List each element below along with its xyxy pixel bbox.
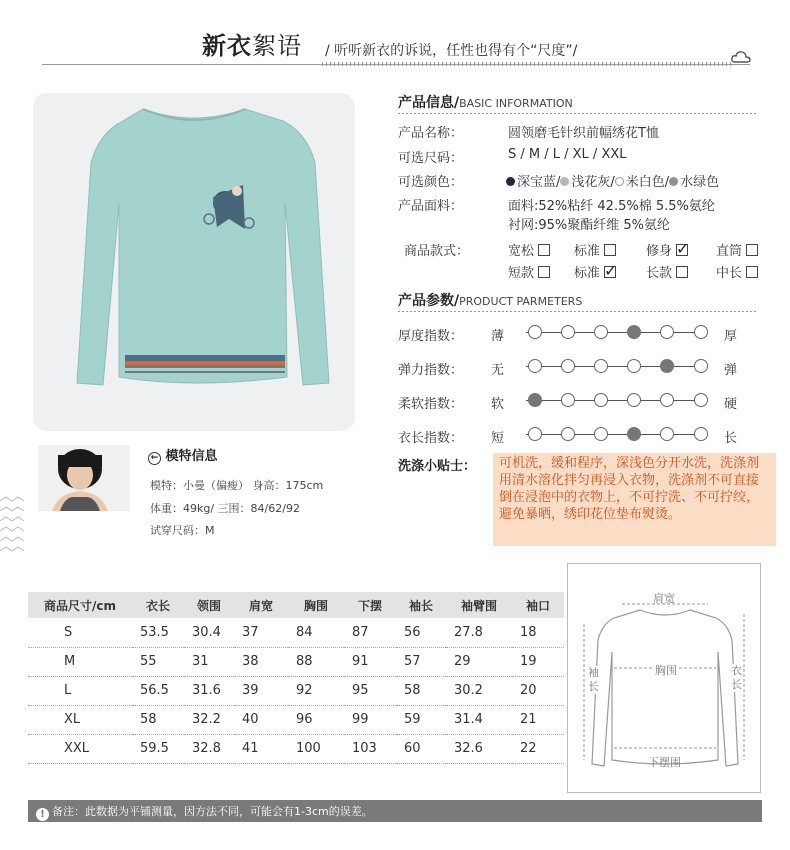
- params-title-en: PRODUCT PARMETERS: [459, 295, 583, 308]
- measure-cell: 31: [184, 647, 234, 676]
- scale-node[interactable]: [561, 325, 575, 339]
- table-row: [28, 705, 564, 734]
- title-bold: 新衣: [202, 31, 252, 60]
- note-bar: [28, 800, 762, 822]
- model-title: 模特信息: [165, 449, 218, 464]
- scale-node[interactable]: [694, 427, 708, 441]
- model-line-3: 试穿尺码：M: [150, 524, 215, 537]
- style-option[interactable]: [574, 262, 616, 281]
- params-title: 产品参数/: [398, 293, 460, 309]
- measure-cell: 59: [396, 705, 446, 734]
- measure-cell: 32.6: [446, 734, 512, 763]
- style-option-label: 长款: [646, 266, 673, 281]
- size-cell: XXL: [28, 734, 132, 763]
- measure-cell: 59.5: [132, 734, 184, 763]
- page-title: [202, 26, 302, 61]
- scale-node[interactable]: [627, 359, 641, 373]
- scale-node[interactable]: [561, 427, 575, 441]
- scale-high-label: 长: [724, 431, 738, 446]
- scale-low-label: 短: [491, 431, 505, 446]
- header-cell: 下摆: [344, 592, 396, 618]
- style-option[interactable]: [508, 262, 550, 281]
- header-cell: 胸围: [288, 592, 344, 618]
- measure-cell: 22: [512, 734, 564, 763]
- model-avatar: [38, 445, 130, 511]
- note-text: 备注：此数据为平铺测量，因方法不同，可能会有1-3cm的误差。: [52, 805, 373, 818]
- model-line-1: 模特：小曼（偏瘦） 身高：175cm: [150, 479, 324, 492]
- size-table-body: [28, 618, 564, 763]
- measure-cell: 53.5: [132, 618, 184, 647]
- hem-label: 下摆围: [648, 756, 681, 769]
- size-value: S / M / L / XL / XXL: [508, 147, 627, 162]
- measure-cell: 92: [288, 676, 344, 705]
- measure-cell: 39: [234, 676, 288, 705]
- title-light: 絮语: [252, 32, 302, 60]
- measure-cell: 57: [396, 647, 446, 676]
- color-label: 可选颜色：: [398, 175, 464, 190]
- scale-track: [526, 434, 702, 435]
- table-row: [28, 618, 564, 647]
- name-value: 圆领磨毛针织前幅绣花T恤: [508, 126, 659, 141]
- model-heading: [148, 445, 218, 465]
- table-row: [28, 734, 564, 763]
- scale-high-label: 弹: [724, 363, 738, 378]
- measure-cell: 99: [344, 705, 396, 734]
- measure-cell: 31.6: [184, 676, 234, 705]
- checkbox[interactable]: [746, 244, 758, 256]
- measure-cell: 58: [396, 676, 446, 705]
- style-label: 商品款式：: [404, 244, 470, 259]
- scale-row: [398, 423, 758, 447]
- scale-node[interactable]: [528, 325, 542, 339]
- scale-node[interactable]: [561, 359, 575, 373]
- size-cell: L: [28, 676, 132, 705]
- header-dots: [322, 62, 732, 66]
- scale-row: [398, 355, 758, 379]
- measure-cell: 32.2: [184, 705, 234, 734]
- model-photo: [38, 445, 130, 511]
- measure-cell: 56: [396, 618, 446, 647]
- basic-info-title-en: BASIC INFORMATION: [459, 97, 573, 110]
- scale-node[interactable]: [694, 359, 708, 373]
- basic-info-heading: [398, 92, 573, 112]
- scale-row: [398, 321, 758, 345]
- table-row: [28, 676, 564, 705]
- color-dot: [615, 177, 624, 186]
- scale-label: 厚度指数：: [398, 329, 464, 344]
- color-dot: [560, 177, 569, 186]
- measure-cell: 55: [132, 647, 184, 676]
- header-cell: 袖长: [396, 592, 446, 618]
- size-label: 可选尺码：: [398, 151, 464, 166]
- zigzag-decoration: [0, 495, 26, 565]
- measure-cell: 56.5: [132, 676, 184, 705]
- checkbox[interactable]: [538, 244, 550, 256]
- color-option[interactable]: [669, 175, 719, 190]
- measure-cell: 32.8: [184, 734, 234, 763]
- scale-high-label: 硬: [724, 397, 738, 412]
- style-option-label: 中长: [716, 266, 743, 281]
- measure-cell: 30.4: [184, 618, 234, 647]
- care-text: 可机洗，缓和程序，深浅色分开水洗，洗涤剂用清水溶化拌匀再浸入衣物，洗涤剂不可直接倒在浸泡中的衣物上，不可拧洗、不可拧绞，避免暴晒，绣印花位垫布熨烫。: [493, 453, 776, 546]
- scale-node[interactable]: [627, 393, 641, 407]
- scale-high-label: 厚: [724, 329, 738, 344]
- header-cell: 商品尺寸/cm: [28, 592, 132, 618]
- measure-cell: 40: [234, 705, 288, 734]
- scale-label: 弹力指数：: [398, 363, 464, 378]
- measure-cell: 87: [344, 618, 396, 647]
- measure-cell: 88: [288, 647, 344, 676]
- measure-cell: 38: [234, 647, 288, 676]
- arrow-left-icon: ←: [148, 452, 161, 465]
- sleeve-label: 袖长: [588, 666, 599, 693]
- scale-low-label: 软: [491, 397, 505, 412]
- scale-node-selected[interactable]: [627, 427, 641, 441]
- scale-node[interactable]: [528, 427, 542, 441]
- measure-cell: 29: [446, 647, 512, 676]
- checkbox-checked[interactable]: [604, 266, 616, 278]
- scale-low-label: 薄: [491, 329, 505, 344]
- fabric-label: 产品面料：: [398, 199, 464, 214]
- scale-node[interactable]: [694, 325, 708, 339]
- scale-node[interactable]: [594, 359, 608, 373]
- style-option-label: 标准: [574, 244, 601, 259]
- table-row: [28, 647, 564, 676]
- measure-cell: 19: [512, 647, 564, 676]
- scale-node[interactable]: [660, 427, 674, 441]
- color-name: 深宝蓝/: [517, 175, 561, 190]
- scale-label: 柔软指数：: [398, 397, 464, 412]
- params-divider: [398, 311, 758, 312]
- scale-track: [526, 332, 702, 333]
- scale-track: [526, 400, 702, 401]
- scale-node[interactable]: [594, 325, 608, 339]
- color-option[interactable]: [615, 175, 669, 190]
- measure-cell: 18: [512, 618, 564, 647]
- style-option[interactable]: [574, 240, 616, 259]
- style-option[interactable]: [716, 240, 758, 259]
- color-name: 水绿色: [680, 175, 720, 190]
- color-option[interactable]: [506, 175, 560, 190]
- measure-cell: 21: [512, 705, 564, 734]
- shoulder-label: 肩宽: [653, 592, 675, 605]
- measure-cell: 20: [512, 676, 564, 705]
- measure-cell: 96: [288, 705, 344, 734]
- size-table: [28, 592, 564, 764]
- color-name: 浅花灰/: [571, 175, 615, 190]
- size-cell: M: [28, 647, 132, 676]
- header-cell: 袖臂围: [446, 592, 512, 618]
- scale-low-label: 无: [491, 363, 505, 378]
- color-name: 米白色/: [625, 175, 670, 190]
- measure-cell: 27.8: [446, 618, 512, 647]
- style-option-label: 修身: [646, 244, 673, 259]
- measure-cell: 41: [234, 734, 288, 763]
- scale-node-selected[interactable]: [660, 359, 674, 373]
- chest-label: 胸围: [655, 664, 677, 677]
- measure-cell: 37: [234, 618, 288, 647]
- color-dot: [669, 177, 678, 186]
- cloud-icon: [731, 50, 751, 64]
- style-option[interactable]: [646, 262, 688, 281]
- measure-cell: 103: [344, 734, 396, 763]
- size-cell: XL: [28, 705, 132, 734]
- checkbox[interactable]: [538, 266, 550, 278]
- measure-cell: 100: [288, 734, 344, 763]
- measure-cell: 95: [344, 676, 396, 705]
- model-line-2: 体重：49kg/ 三围：84/62/92: [150, 502, 300, 515]
- measure-cell: 60: [396, 734, 446, 763]
- scale-node[interactable]: [660, 325, 674, 339]
- header-cell: 衣长: [132, 592, 184, 618]
- checkbox[interactable]: [746, 266, 758, 278]
- tshirt-image: [33, 93, 355, 431]
- measure-cell: 91: [344, 647, 396, 676]
- style-option-label: 直筒: [716, 244, 743, 259]
- scale-node[interactable]: [561, 393, 575, 407]
- scale-row: [398, 389, 758, 413]
- style-option[interactable]: [716, 262, 758, 281]
- color-options: [506, 171, 719, 190]
- page-subtitle: / 听听新衣的诉说，任性也得有个“尺度”/: [325, 43, 578, 59]
- scale-node[interactable]: [594, 393, 608, 407]
- measure-cell: 30.2: [446, 676, 512, 705]
- basic-info-divider: [398, 113, 758, 114]
- name-label: 产品名称：: [398, 126, 464, 141]
- scale-node[interactable]: [528, 359, 542, 373]
- color-dot: [506, 177, 515, 186]
- scale-node[interactable]: [694, 393, 708, 407]
- basic-info-title: 产品信息/: [398, 95, 460, 111]
- length-label: 衣长: [731, 664, 742, 691]
- size-table-header: [28, 592, 564, 618]
- checkbox[interactable]: [676, 266, 688, 278]
- style-option-label: 标准: [574, 266, 601, 281]
- color-option[interactable]: [560, 175, 614, 190]
- measure-cell: 84: [288, 618, 344, 647]
- params-heading: [398, 290, 582, 310]
- measure-cell: 58: [132, 705, 184, 734]
- checkbox-checked[interactable]: [676, 244, 688, 256]
- info-icon: !: [36, 808, 49, 821]
- style-option-label: 宽松: [508, 244, 535, 259]
- scale-node[interactable]: [594, 427, 608, 441]
- scale-node-selected[interactable]: [528, 393, 542, 407]
- header-cell: 领围: [184, 592, 234, 618]
- scale-track: [526, 366, 702, 367]
- product-photo: [33, 93, 355, 431]
- style-option[interactable]: [508, 240, 550, 259]
- header-cell: 袖口: [512, 592, 564, 618]
- scale-node-selected[interactable]: [627, 325, 641, 339]
- measurement-diagram: [567, 563, 761, 793]
- scale-label: 衣长指数：: [398, 431, 464, 446]
- measure-cell: 31.4: [446, 705, 512, 734]
- care-title: 洗涤小贴士：: [398, 459, 477, 474]
- style-option-label: 短款: [508, 266, 535, 281]
- scale-node[interactable]: [660, 393, 674, 407]
- size-cell: S: [28, 618, 132, 647]
- header-cell: 肩宽: [234, 592, 288, 618]
- style-option[interactable]: [646, 240, 688, 259]
- fabric-line-1: 面料:52%粘纤 42.5%棉 5.5%氨纶: [508, 199, 715, 214]
- checkbox[interactable]: [604, 244, 616, 256]
- fabric-line-2: 衬网:95%聚酯纤维 5%氨纶: [508, 218, 671, 233]
